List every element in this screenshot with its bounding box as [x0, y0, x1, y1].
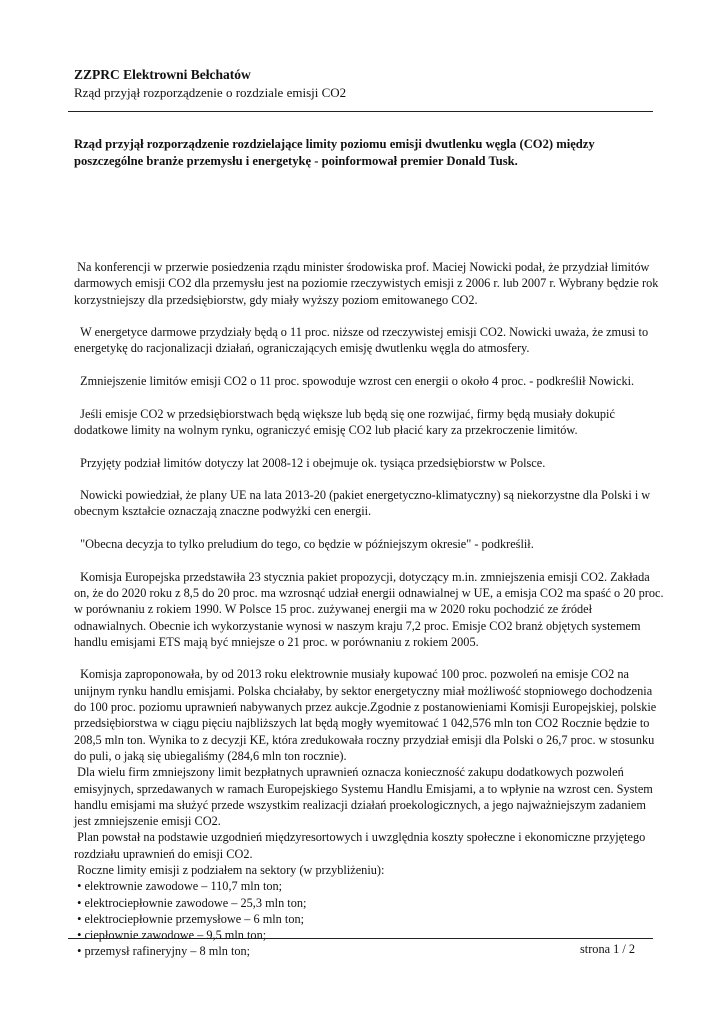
document-subtitle: Rząd przyjął rozporządzenie o rozdziale emisji CO2 [74, 85, 347, 100]
article-paragraph: Na konferencji w przerwie posiedzenia rządu minister środowiska prof. Maciej Nowicki podał, że przydział limitów darmowych emisji CO2 dla przemysłu jest na poziomie rzeczywistych emisji z 2006 r. lub 2007 r. Wybrany będzie rok korzystniejszy dla przedsiębiorstw, gdy miały wyższy poziom emitowanego CO2. [74, 260, 662, 307]
article-paragraph: "Obecna decyzja to tylko preludium do tego, co będzie w późniejszym okresie" - podkreślił. [74, 537, 534, 552]
footer-divider [68, 938, 653, 939]
article-paragraph: Plan powstał na podstawie uzgodnień międzyresortowych i uwzględnia koszty społeczne i ekonomiczne przyjętego rozdziału uprawnień do emisji CO2. [74, 830, 649, 861]
article-paragraph: Dla wielu firm zmniejszony limit bezpłatnych uprawnień oznacza konieczność zakupu dodatkowych pozwoleń emisyjnych, sprzedawanych w ramach Europejskiego Systemu Handlu Emisjami, a to wpłynie na wzrost cen. System handlu emisjami ma służyć przede wszystkim realizacji działań proekologicznych, a jego najważniejszym zadaniem jest zmniejszenie emisji CO2. [74, 765, 656, 829]
list-item: • przemysł rafineryjny – 8 mln ton; [74, 944, 251, 959]
list-intro: Roczne limity emisji z podziałem na sektory (w przybliżeniu): [74, 862, 385, 877]
sector-limits-list [74, 878, 664, 959]
list-item: • elektrociepłownie przemysłowe – 6 mln ton; [74, 911, 305, 926]
article-paragraph: Jeśli emisje CO2 w przedsiębiorstwach będą większe lub będą się one rozwijać, firmy będą musiały dokupić dodatkowe limity na wolnym rynku, ograniczyć emisję CO2 lub płacić kary za przekroczenie limitów. [74, 406, 618, 437]
article-paragraph: Nowicki powiedział, że plany UE na lata 2013-20 (pakiet energetyczno-klimatyczny) są niekorzystne dla Polski i w obecnym kształcie oznaczają znaczne podwyżki cen energii. [74, 488, 654, 519]
organization-name: ZZPRC Elektrowni Bełchatów [74, 67, 251, 82]
article-paragraph: W energetyce darmowe przydziały będą o 11 proc. niższe od rzeczywistej emisji CO2. Nowicki uważa, że zmusi to energetykę do racjonalizacji działań, ograniczających emisję dwutlenku węgla do atmosfery. [74, 325, 652, 356]
header-divider [68, 111, 653, 112]
article-paragraph: Komisja zaproponowała, by od 2013 roku elektrownie musiały kupować 100 proc. pozwoleń na emisje CO2 na unijnym rynku handlu emisjami. Polska chciałaby, by sektor energetyczny miał możliwość stopniowego dochodzenia do 100 proc. poziomu uprawnień nabywanych przez aukcje.Zgodnie z postanowieniami Komisji Europejskiej, polskie przedsiębiorstwa w ciągu pięciu najbliższych lat będą mogły wyemitować 1 042,576 mln ton CO2 Rocznie będzie to 208,5 mln ton. Wynika to z decyzji KE, która zredukowała roczny przydział emisji dla Polski o 26,7 proc. w stosunku do puli, o jaką się ubiegaliśmy (284,6 mln ton rocznie). [74, 667, 660, 763]
page-number: strona 1 / 2 [580, 942, 635, 956]
list-item: • ciepłownie zawodowe – 9,5 mln ton; [74, 928, 267, 943]
article-body [74, 259, 667, 960]
article-paragraph: Komisja Europejska przedstawiła 23 stycznia pakiet propozycji, dotyczący m.in. zmniejszenia emisji CO2. Zakłada on, że do 2020 roku z 8,5 do 20 proc. ma wzrosnąć udział energii odnawialnej w UE, a emisja CO2 ma spaść o 20 proc. w porównaniu z rokiem 1990. W Polsce 15 proc. zużywanej energii ma w 2020 roku pochodzić ze źródeł odnawialnych. Obecnie ich wykorzystanie wynosi w naszym kraju 7,2 proc. Emisje CO2 branż objętych systemem handlu emisjami ETS mają być mniejsze o 21 proc. w porównaniu z rokiem 2005. [74, 569, 667, 649]
lead-paragraph: Rząd przyjął rozporządzenie rozdzielające limity poziomu emisji dwutlenku węgla (CO2) między poszczególne branże przemysłu i energetykę - poinformował premier Donald Tusk. [74, 137, 595, 168]
article-paragraph: Przyjęty podział limitów dotyczy lat 2008-12 i obejmuje ok. tysiąca przedsiębiorstw w Polsce. [74, 455, 546, 470]
list-item: • elektrociepłownie zawodowe – 25,3 mln ton; [74, 895, 307, 910]
article-paragraph: Zmniejszenie limitów emisji CO2 o 11 proc. spowoduje wzrost cen energii o około 4 proc. - podkreślił Nowicki. [74, 374, 635, 389]
list-item: • elektrownie zawodowe – 110,7 mln ton; [74, 879, 283, 894]
